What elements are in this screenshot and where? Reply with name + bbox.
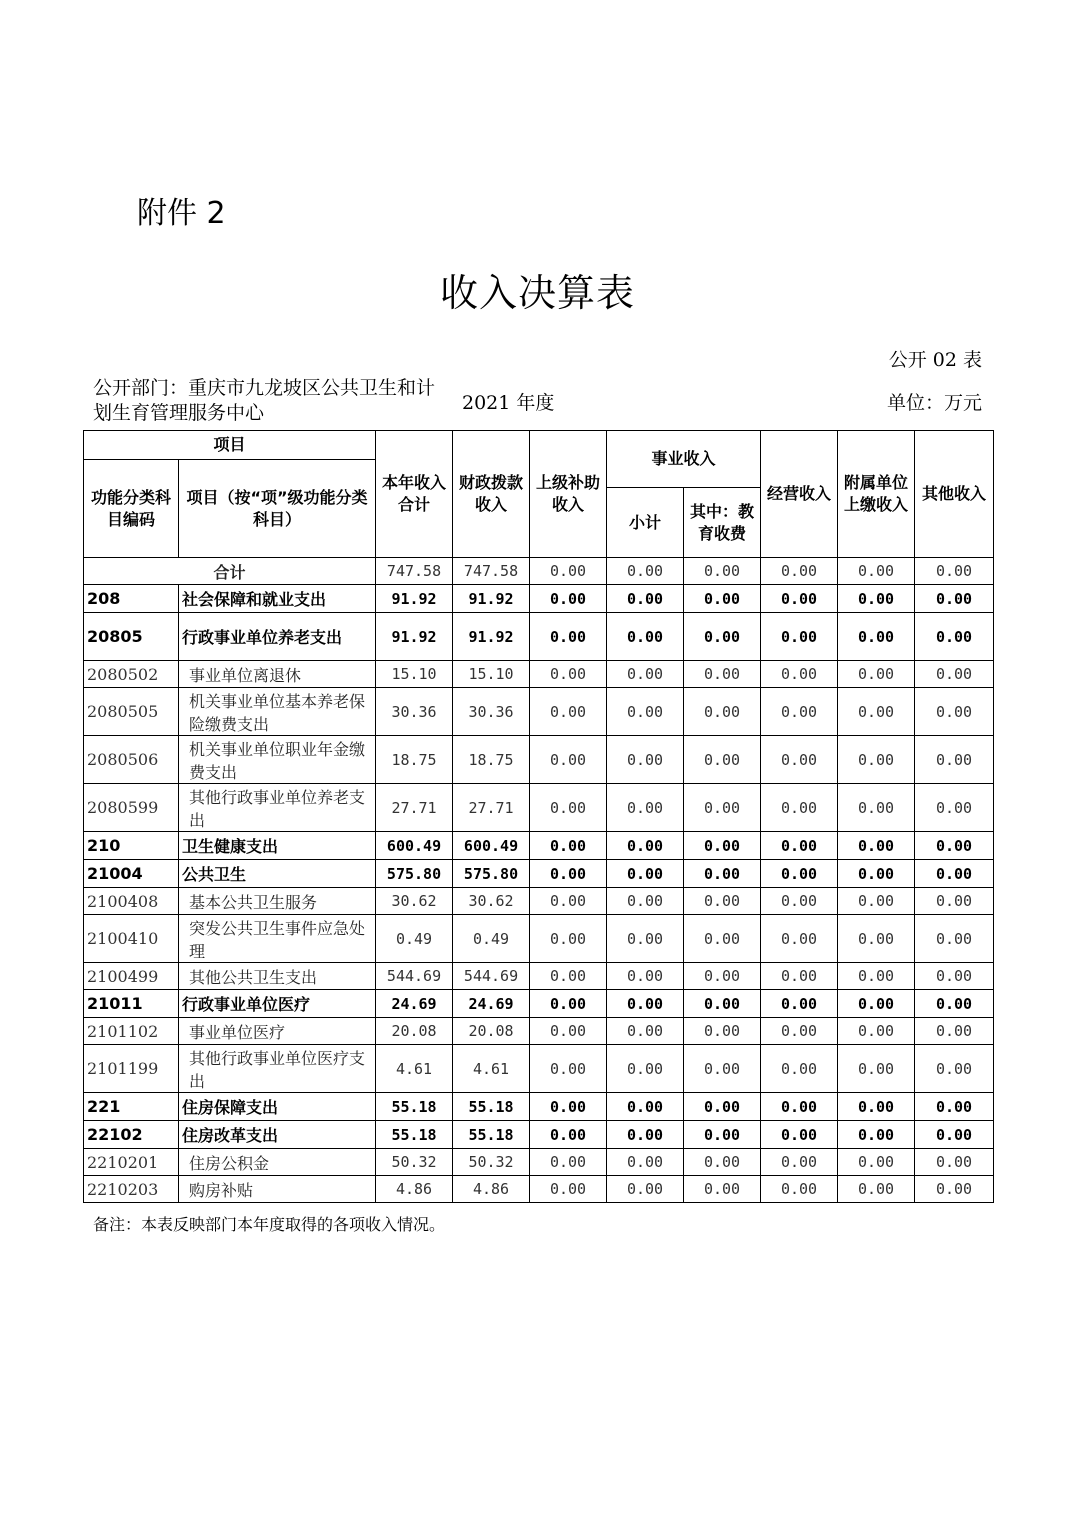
row-value: 0.00 — [761, 832, 838, 860]
row-name: 住房改革支出 — [179, 1121, 376, 1149]
row-name: 社会保障和就业支出 — [179, 585, 376, 613]
row-value: 575.80 — [453, 860, 530, 888]
row-value: 20.08 — [453, 1018, 530, 1045]
row-value: 55.18 — [376, 1093, 453, 1121]
row-value: 0.00 — [915, 1018, 994, 1045]
row-value: 0.00 — [838, 1149, 915, 1176]
row-value: 0.00 — [607, 613, 684, 661]
department: 公开部门：重庆市九龙坡区公共卫生和计划生育管理服务中心 — [93, 377, 436, 424]
row-value: 0.00 — [684, 1093, 761, 1121]
row-value: 0.00 — [684, 1045, 761, 1093]
row-value: 27.71 — [376, 784, 453, 832]
row-code: 210 — [84, 832, 179, 860]
row-value: 0.00 — [684, 784, 761, 832]
row-value: 0.00 — [607, 1018, 684, 1045]
row-value: 0.00 — [684, 736, 761, 784]
table-body — [84, 558, 994, 1203]
row-value: 0.00 — [530, 1093, 607, 1121]
row-code: 2080599 — [84, 784, 179, 832]
row-value: 0.00 — [607, 990, 684, 1018]
row-value: 55.18 — [453, 1093, 530, 1121]
table-row — [84, 888, 994, 915]
table-row — [84, 1045, 994, 1093]
row-value: 0.00 — [530, 736, 607, 784]
row-value: 0.00 — [915, 736, 994, 784]
row-value: 0.00 — [684, 963, 761, 990]
row-code: 2100410 — [84, 915, 179, 963]
row-value: 0.00 — [684, 888, 761, 915]
annex-label: 附件 2 — [137, 196, 226, 231]
row-value: 0.00 — [761, 688, 838, 736]
header-education: 其中：教育收费 — [684, 488, 761, 558]
header-fiscal: 财政拨款收入 — [453, 431, 530, 558]
row-value: 0.00 — [915, 990, 994, 1018]
row-value: 50.32 — [376, 1149, 453, 1176]
row-value: 0.00 — [607, 1045, 684, 1093]
row-value: 0.00 — [838, 736, 915, 784]
row-code: 21011 — [84, 990, 179, 1018]
total-value: 0.00 — [607, 558, 684, 585]
row-code: 2210201 — [84, 1149, 179, 1176]
row-value: 0.00 — [607, 888, 684, 915]
row-value: 0.00 — [684, 585, 761, 613]
table-row — [84, 613, 994, 661]
row-value: 18.75 — [453, 736, 530, 784]
row-value: 91.92 — [453, 585, 530, 613]
row-name: 机关事业单位职业年金缴费支出 — [179, 736, 376, 784]
header-operating: 经营收入 — [761, 431, 838, 558]
row-value: 0.00 — [607, 784, 684, 832]
row-value: 0.00 — [838, 661, 915, 688]
header-business: 事业收入 — [607, 431, 761, 488]
total-value: 747.58 — [453, 558, 530, 585]
table-row — [84, 784, 994, 832]
row-value: 0.00 — [530, 832, 607, 860]
footnote: 备注：本表反映部门本年度取得的各项收入情况。 — [93, 1215, 446, 1234]
row-value: 0.00 — [915, 832, 994, 860]
row-value: 0.00 — [607, 915, 684, 963]
row-value: 0.00 — [838, 1176, 915, 1203]
row-value: 600.49 — [453, 832, 530, 860]
row-value: 0.00 — [684, 832, 761, 860]
row-value: 0.00 — [915, 585, 994, 613]
row-value: 0.00 — [761, 736, 838, 784]
row-value: 0.00 — [761, 1018, 838, 1045]
row-value: 0.00 — [530, 1176, 607, 1203]
total-value: 0.00 — [838, 558, 915, 585]
row-value: 0.00 — [530, 661, 607, 688]
page-title: 收入决算表 — [439, 271, 635, 315]
row-value: 4.61 — [376, 1045, 453, 1093]
row-value: 91.92 — [453, 613, 530, 661]
table-row — [84, 832, 994, 860]
row-name: 突发公共卫生事件应急处理 — [179, 915, 376, 963]
row-code: 2101199 — [84, 1045, 179, 1093]
row-value: 0.00 — [761, 1176, 838, 1203]
row-value: 0.00 — [607, 1176, 684, 1203]
row-value: 30.36 — [453, 688, 530, 736]
row-value: 4.86 — [376, 1176, 453, 1203]
row-value: 0.00 — [761, 1149, 838, 1176]
row-name: 行政事业单位养老支出 — [179, 613, 376, 661]
row-value: 0.00 — [761, 784, 838, 832]
row-value: 0.00 — [684, 915, 761, 963]
header-total: 本年收入合计 — [376, 431, 453, 558]
row-value: 0.00 — [761, 915, 838, 963]
row-value: 0.49 — [376, 915, 453, 963]
row-value: 0.00 — [761, 613, 838, 661]
header-item: 项目 — [84, 431, 376, 460]
row-value: 0.00 — [915, 688, 994, 736]
row-value: 0.00 — [684, 1176, 761, 1203]
row-value: 0.00 — [607, 736, 684, 784]
row-value: 55.18 — [453, 1121, 530, 1149]
row-value: 600.49 — [376, 832, 453, 860]
row-value: 0.00 — [838, 1045, 915, 1093]
table-row — [84, 661, 994, 688]
row-value: 15.10 — [376, 661, 453, 688]
row-value: 0.00 — [607, 688, 684, 736]
table-row — [84, 915, 994, 963]
row-value: 544.69 — [376, 963, 453, 990]
row-value: 24.69 — [376, 990, 453, 1018]
row-name: 事业单位离退休 — [179, 661, 376, 688]
row-value: 4.61 — [453, 1045, 530, 1093]
row-value: 0.00 — [607, 661, 684, 688]
table-row — [84, 860, 994, 888]
row-value: 0.00 — [761, 1045, 838, 1093]
header-upper: 上级补助收入 — [530, 431, 607, 558]
row-value: 15.10 — [453, 661, 530, 688]
row-code: 2080506 — [84, 736, 179, 784]
row-value: 0.00 — [607, 1149, 684, 1176]
row-value: 0.00 — [761, 990, 838, 1018]
header-name: 项目（按“项”级功能分类科目） — [179, 460, 376, 558]
row-code: 2080505 — [84, 688, 179, 736]
row-value: 0.00 — [761, 1093, 838, 1121]
row-value: 0.00 — [915, 613, 994, 661]
table-row — [84, 688, 994, 736]
unit-label: 单位：万元 — [886, 392, 982, 414]
row-value: 0.00 — [761, 888, 838, 915]
row-value: 0.00 — [838, 613, 915, 661]
row-value: 0.00 — [761, 661, 838, 688]
row-value: 20.08 — [376, 1018, 453, 1045]
row-value: 0.00 — [761, 860, 838, 888]
row-value: 50.32 — [453, 1149, 530, 1176]
row-name: 行政事业单位医疗 — [179, 990, 376, 1018]
row-value: 0.00 — [607, 585, 684, 613]
table-row — [84, 1093, 994, 1121]
row-value: 27.71 — [453, 784, 530, 832]
row-value: 0.00 — [684, 613, 761, 661]
row-code: 2210203 — [84, 1176, 179, 1203]
row-value: 0.00 — [838, 1093, 915, 1121]
row-value: 0.00 — [530, 688, 607, 736]
row-value: 0.00 — [915, 1093, 994, 1121]
form-number: 公开 02 表 — [888, 349, 982, 371]
row-value: 0.00 — [530, 860, 607, 888]
row-value: 0.00 — [915, 661, 994, 688]
row-value: 0.00 — [761, 1121, 838, 1149]
total-value: 747.58 — [376, 558, 453, 585]
row-value: 4.86 — [453, 1176, 530, 1203]
header-code: 功能分类科目编码 — [84, 460, 179, 558]
row-value: 24.69 — [453, 990, 530, 1018]
row-value: 0.00 — [530, 1045, 607, 1093]
table-row — [84, 736, 994, 784]
row-value: 0.00 — [838, 585, 915, 613]
row-value: 0.00 — [761, 963, 838, 990]
row-value: 0.00 — [915, 915, 994, 963]
total-value: 0.00 — [761, 558, 838, 585]
row-value: 0.00 — [838, 888, 915, 915]
row-value: 30.62 — [376, 888, 453, 915]
row-value: 0.00 — [530, 1018, 607, 1045]
row-code: 20805 — [84, 613, 179, 661]
table-row — [84, 1018, 994, 1045]
table-row — [84, 1149, 994, 1176]
row-value: 0.00 — [838, 688, 915, 736]
row-value: 0.00 — [838, 784, 915, 832]
row-value: 0.00 — [530, 963, 607, 990]
row-value: 91.92 — [376, 613, 453, 661]
row-value: 0.00 — [838, 990, 915, 1018]
row-name: 基本公共卫生服务 — [179, 888, 376, 915]
table-row — [84, 1121, 994, 1149]
row-value: 0.00 — [838, 915, 915, 963]
row-value: 0.00 — [530, 1149, 607, 1176]
row-value: 0.00 — [838, 832, 915, 860]
row-value: 0.00 — [915, 1121, 994, 1149]
row-value: 0.00 — [530, 613, 607, 661]
row-value: 0.00 — [607, 1093, 684, 1121]
row-code: 221 — [84, 1093, 179, 1121]
row-value: 0.00 — [530, 888, 607, 915]
row-value: 0.00 — [607, 963, 684, 990]
row-name: 住房保障支出 — [179, 1093, 376, 1121]
row-value: 18.75 — [376, 736, 453, 784]
row-name: 其他行政事业单位养老支出 — [179, 784, 376, 832]
row-value: 0.00 — [684, 1149, 761, 1176]
total-row — [84, 558, 994, 585]
table-row — [84, 963, 994, 990]
row-value: 0.00 — [530, 915, 607, 963]
row-value: 0.00 — [684, 860, 761, 888]
table-row — [84, 585, 994, 613]
fiscal-year: 2021 年度 — [462, 392, 555, 414]
row-value: 0.00 — [915, 1045, 994, 1093]
row-value: 0.00 — [530, 990, 607, 1018]
row-name: 购房补贴 — [179, 1176, 376, 1203]
row-value: 0.00 — [915, 963, 994, 990]
row-code: 2080502 — [84, 661, 179, 688]
row-code: 22102 — [84, 1121, 179, 1149]
row-value: 0.00 — [684, 661, 761, 688]
row-value: 544.69 — [453, 963, 530, 990]
total-label: 合计 — [84, 558, 376, 585]
row-code: 21004 — [84, 860, 179, 888]
row-name: 其他行政事业单位医疗支出 — [179, 1045, 376, 1093]
header-affiliated: 附属单位上缴收入 — [838, 431, 915, 558]
row-value: 575.80 — [376, 860, 453, 888]
row-value: 0.00 — [838, 1018, 915, 1045]
total-value: 0.00 — [684, 558, 761, 585]
row-value: 0.00 — [684, 990, 761, 1018]
header-subtotal: 小计 — [607, 488, 684, 558]
row-name: 住房公积金 — [179, 1149, 376, 1176]
row-value: 0.00 — [607, 1121, 684, 1149]
table-row — [84, 1176, 994, 1203]
row-value: 0.49 — [453, 915, 530, 963]
row-value: 0.00 — [915, 1176, 994, 1203]
row-value: 0.00 — [684, 1121, 761, 1149]
row-name: 事业单位医疗 — [179, 1018, 376, 1045]
row-value: 30.36 — [376, 688, 453, 736]
income-table — [83, 430, 994, 1203]
row-value: 0.00 — [761, 585, 838, 613]
total-value: 0.00 — [530, 558, 607, 585]
row-code: 208 — [84, 585, 179, 613]
row-value: 91.92 — [376, 585, 453, 613]
header-other: 其他收入 — [915, 431, 994, 558]
row-value: 30.62 — [453, 888, 530, 915]
row-value: 0.00 — [530, 784, 607, 832]
row-value: 0.00 — [838, 1121, 915, 1149]
table-row — [84, 990, 994, 1018]
row-name: 卫生健康支出 — [179, 832, 376, 860]
row-value: 0.00 — [607, 832, 684, 860]
row-value: 0.00 — [915, 1149, 994, 1176]
row-value: 0.00 — [915, 888, 994, 915]
row-name: 机关事业单位基本养老保险缴费支出 — [179, 688, 376, 736]
total-value: 0.00 — [915, 558, 994, 585]
row-name: 其他公共卫生支出 — [179, 963, 376, 990]
row-value: 0.00 — [915, 784, 994, 832]
row-value: 0.00 — [530, 585, 607, 613]
row-value: 55.18 — [376, 1121, 453, 1149]
row-code: 2100499 — [84, 963, 179, 990]
row-value: 0.00 — [838, 963, 915, 990]
row-value: 0.00 — [530, 1121, 607, 1149]
row-name: 公共卫生 — [179, 860, 376, 888]
row-value: 0.00 — [838, 860, 915, 888]
row-value: 0.00 — [684, 1018, 761, 1045]
row-code: 2101102 — [84, 1018, 179, 1045]
row-value: 0.00 — [607, 860, 684, 888]
row-code: 2100408 — [84, 888, 179, 915]
row-value: 0.00 — [684, 688, 761, 736]
row-value: 0.00 — [915, 860, 994, 888]
